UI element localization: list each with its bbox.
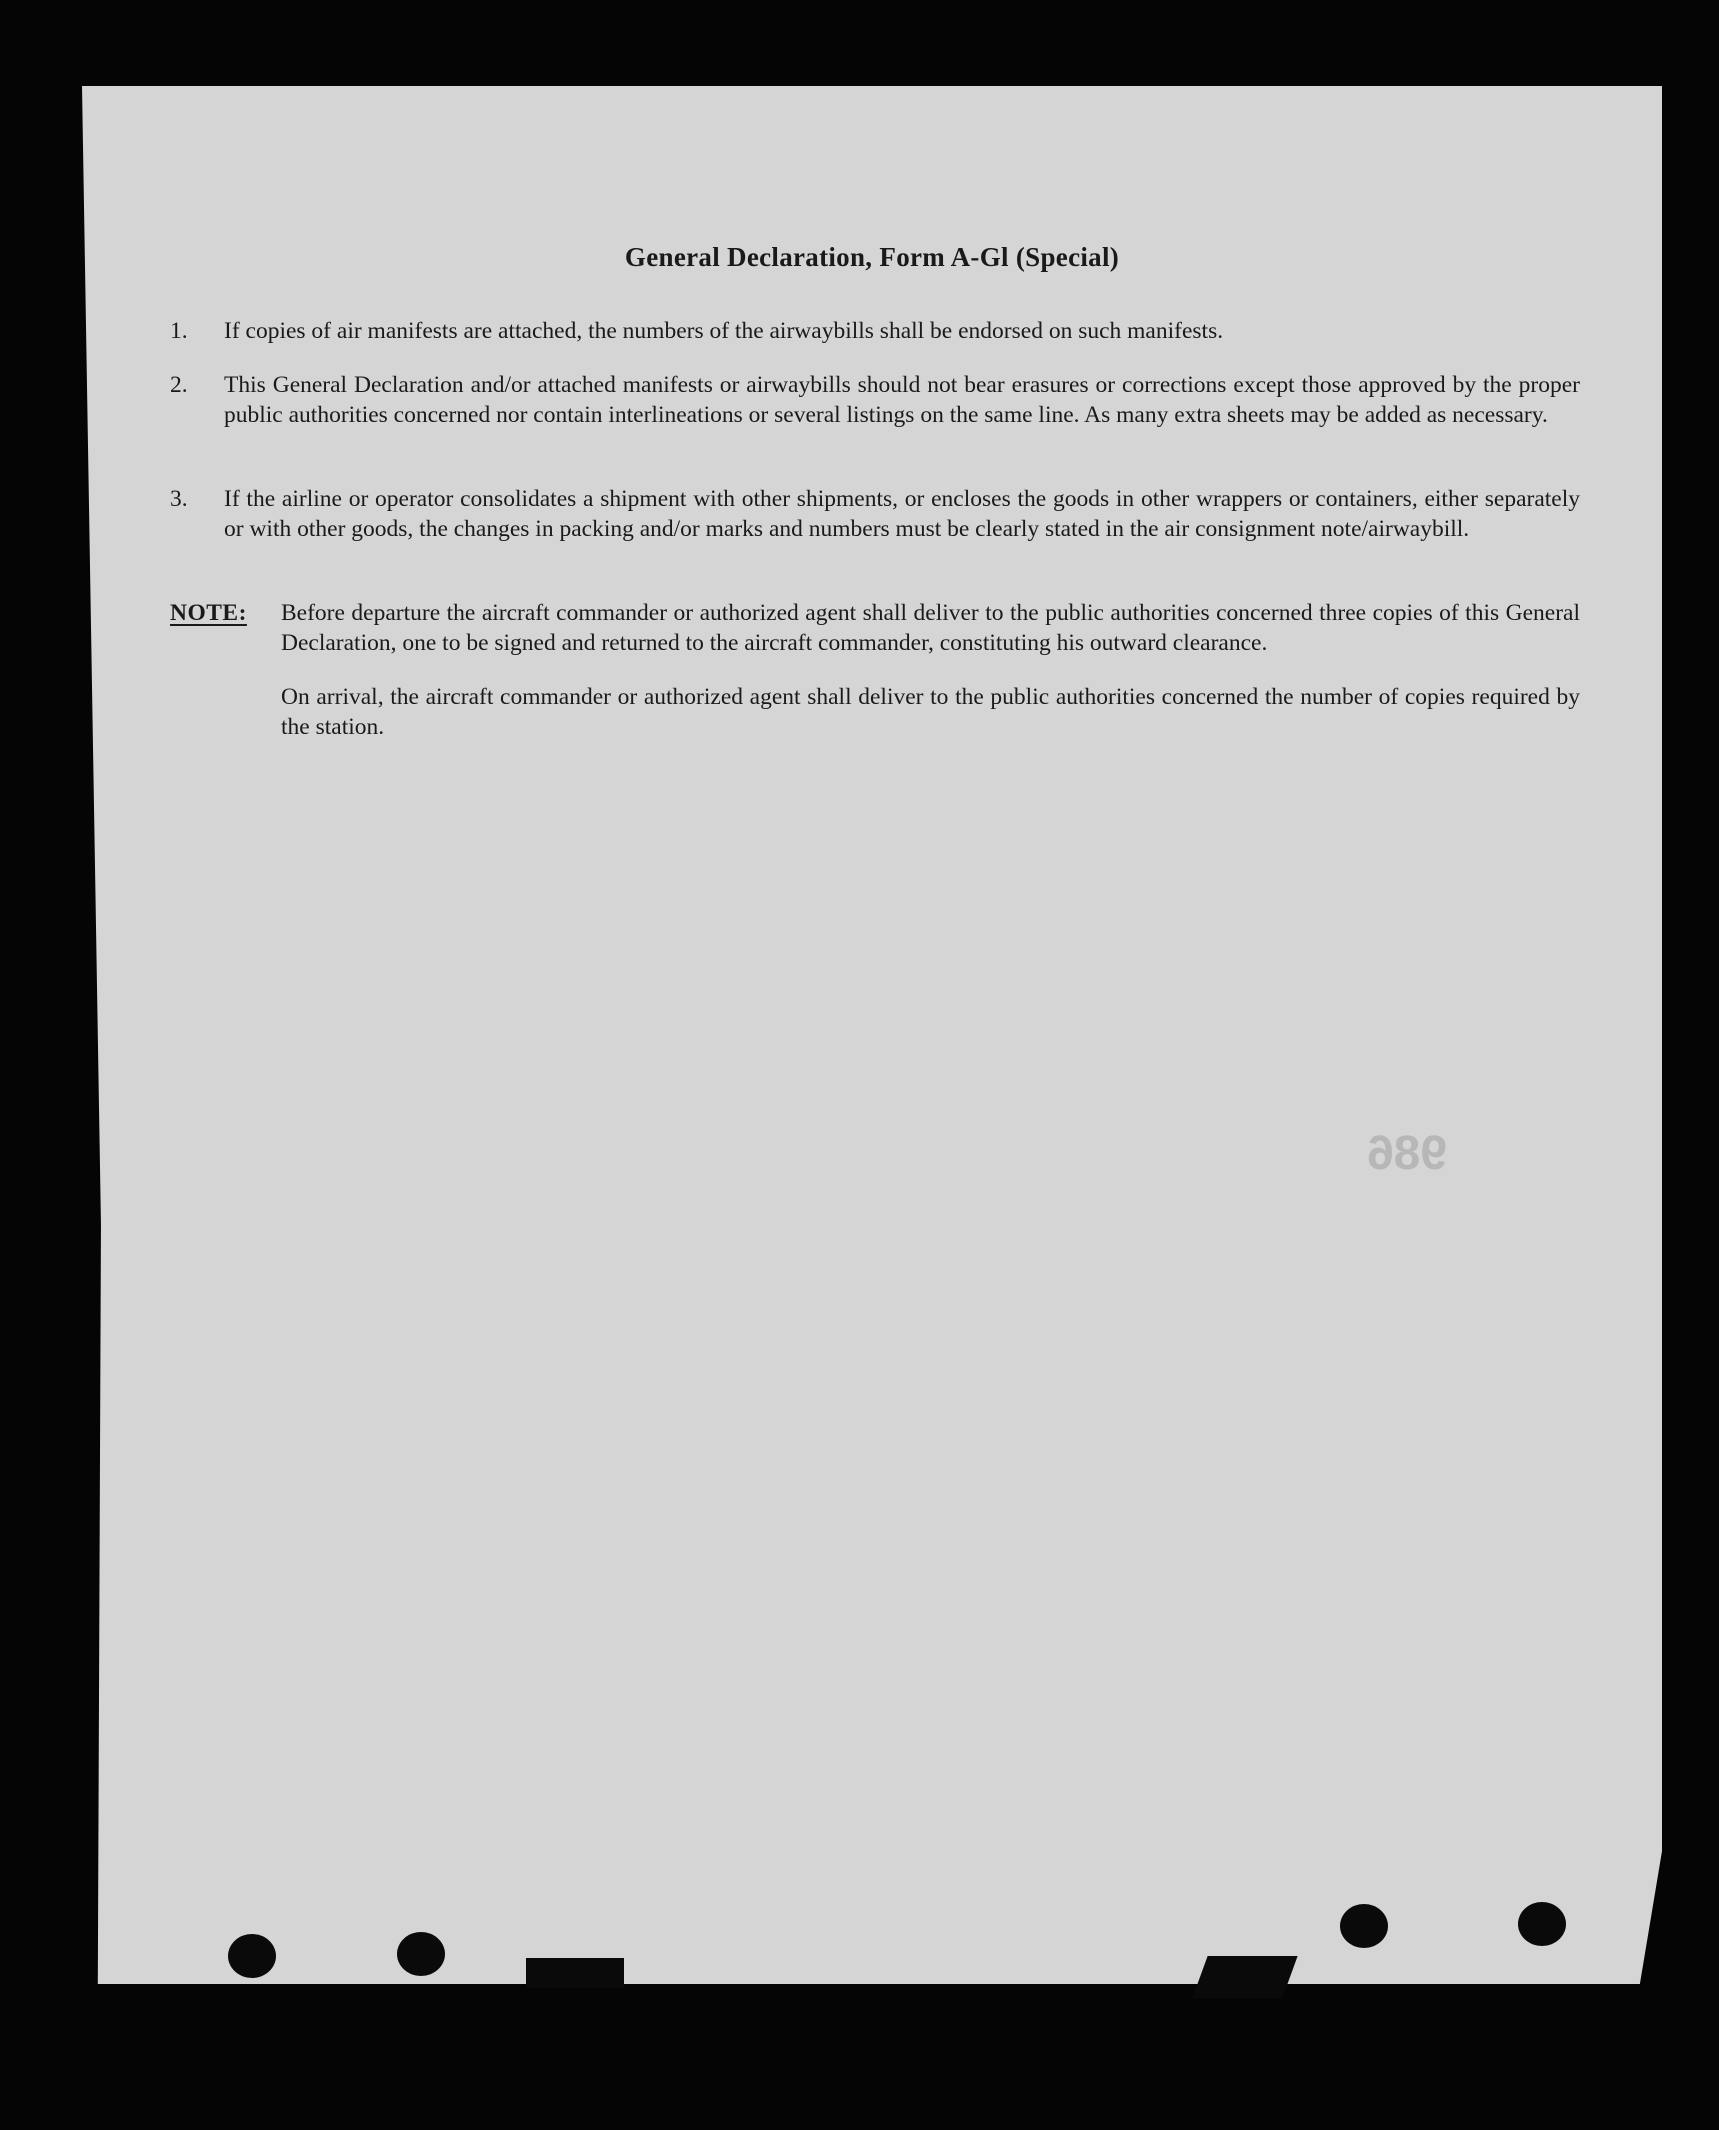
item-text: If copies of air manifests are attached, the numbers of the airwaybills shall be endorsed on such manifests. (224, 318, 1224, 344)
note-paragraph-2: On arrival, the aircraft commander or authorized agent shall deliver to the public authorities concerned the number of copies required by the station. (281, 684, 1580, 740)
list-item-3 (170, 484, 1580, 544)
punch-hole-1 (228, 1934, 276, 1978)
item-text: If the airline or operator consolidates a shipment with other shipments, or encloses the goods in other wrappers or containers, either separately or with other goods, the changes in packing and/or marks and numbers must be clearly stated in the air consignment note/airwaybill. (224, 486, 1580, 542)
note-section (170, 598, 1580, 742)
item-number: 2. (170, 372, 188, 398)
note-paragraph-1: Before departure the aircraft commander or authorized agent shall deliver to the public authorities concerned three copies of this General Declaration, one to be signed and returned to the aircraft commander, constituting his outward clearance. (281, 600, 1580, 656)
punch-hole-4 (1518, 1902, 1566, 1946)
item-number: 3. (170, 486, 188, 512)
tape-mark (526, 1958, 624, 1988)
item-text: This General Declaration and/or attached manifests or airwaybills should not bear erasures or corrections except those approved by the proper public authorities concerned nor contain interlineations or several listings on the same line. As many extra sheets may be added as necessary. (224, 372, 1580, 428)
item-number: 1. (170, 318, 188, 344)
note-label: NOTE: (170, 600, 247, 626)
list-item-2 (170, 370, 1580, 430)
punch-hole-2 (397, 1932, 445, 1976)
torn-corner (1192, 1956, 1297, 1998)
document-title: General Declaration, Form A-Gl (Special) (624, 242, 1120, 272)
punch-hole-3 (1340, 1904, 1388, 1948)
list-item-1 (170, 316, 1580, 346)
bleed-through-number: 986 (1367, 1127, 1448, 1180)
